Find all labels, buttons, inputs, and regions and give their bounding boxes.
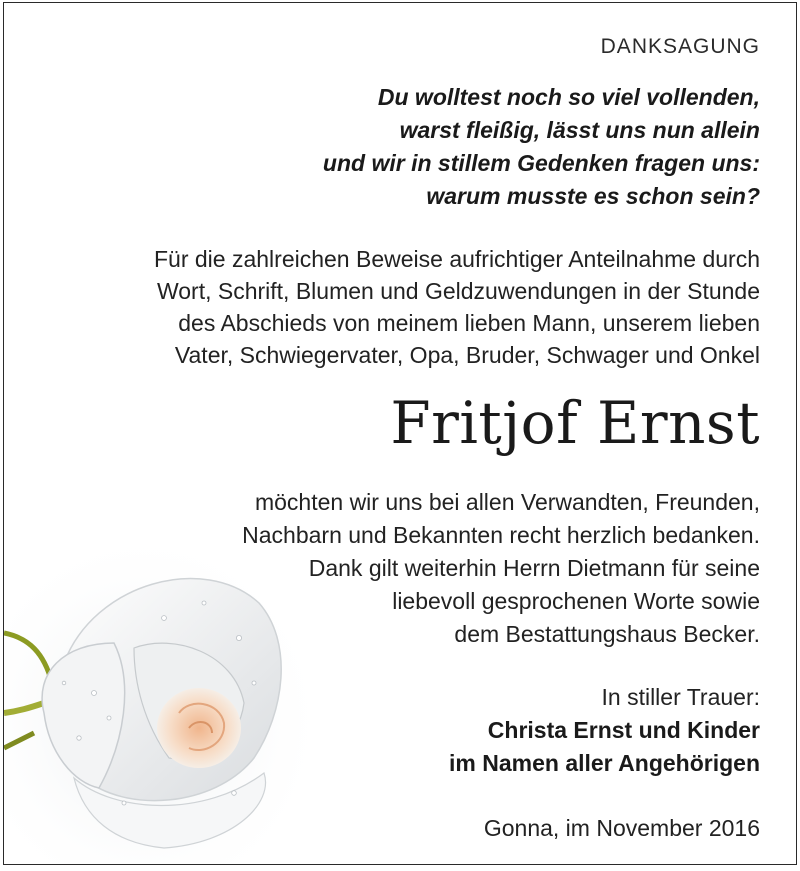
mourning-intro: In stiller Trauer: (601, 684, 760, 710)
poem-line: und wir in stillem Gedenken fragen uns: (322, 150, 760, 176)
obituary-card (3, 2, 797, 865)
intro-line: Wort, Schrift, Blumen und Geldzuwendungen in der Stunde (156, 278, 760, 304)
poem-line: Du wolltest noch so viel vollenden, (377, 84, 760, 110)
thanks-line: Dank gilt weiterhin Herrn Dietmann für seine (308, 555, 760, 581)
thanks-line: dem Bestattungshaus Becker. (454, 621, 760, 647)
thanks-line: Nachbarn und Bekannten recht herzlich bedanken. (242, 522, 760, 548)
poem-line: warst fleißig, lässt uns nun allein (399, 117, 760, 143)
deceased-name: Fritjof Ernst (390, 389, 760, 457)
poem-line: warum musste es schon sein? (426, 183, 760, 209)
place-date: Gonna, im November 2016 (483, 815, 760, 841)
thanks-line: liebevoll gesprochenen Worte sowie (392, 588, 760, 614)
memorial-poem (323, 81, 760, 213)
intro-line: des Abschieds von meinem lieben Mann, unserem lieben (178, 310, 760, 336)
mourning-block (449, 681, 760, 780)
thanks-line: möchten wir uns bei allen Verwandten, Freunden, (254, 489, 760, 515)
intro-text (154, 243, 760, 371)
intro-line: Vater, Schwiegervater, Opa, Bruder, Schwager und Onkel (174, 342, 760, 368)
signature-line: Christa Ernst und Kinder (487, 717, 760, 743)
signature-line: im Namen aller Angehörigen (449, 750, 760, 776)
thanks-text (242, 486, 760, 651)
notice-heading: DANKSAGUNG (600, 35, 760, 58)
intro-line: Für die zahlreichen Beweise aufrichtiger Anteilnahme durch (154, 246, 760, 272)
